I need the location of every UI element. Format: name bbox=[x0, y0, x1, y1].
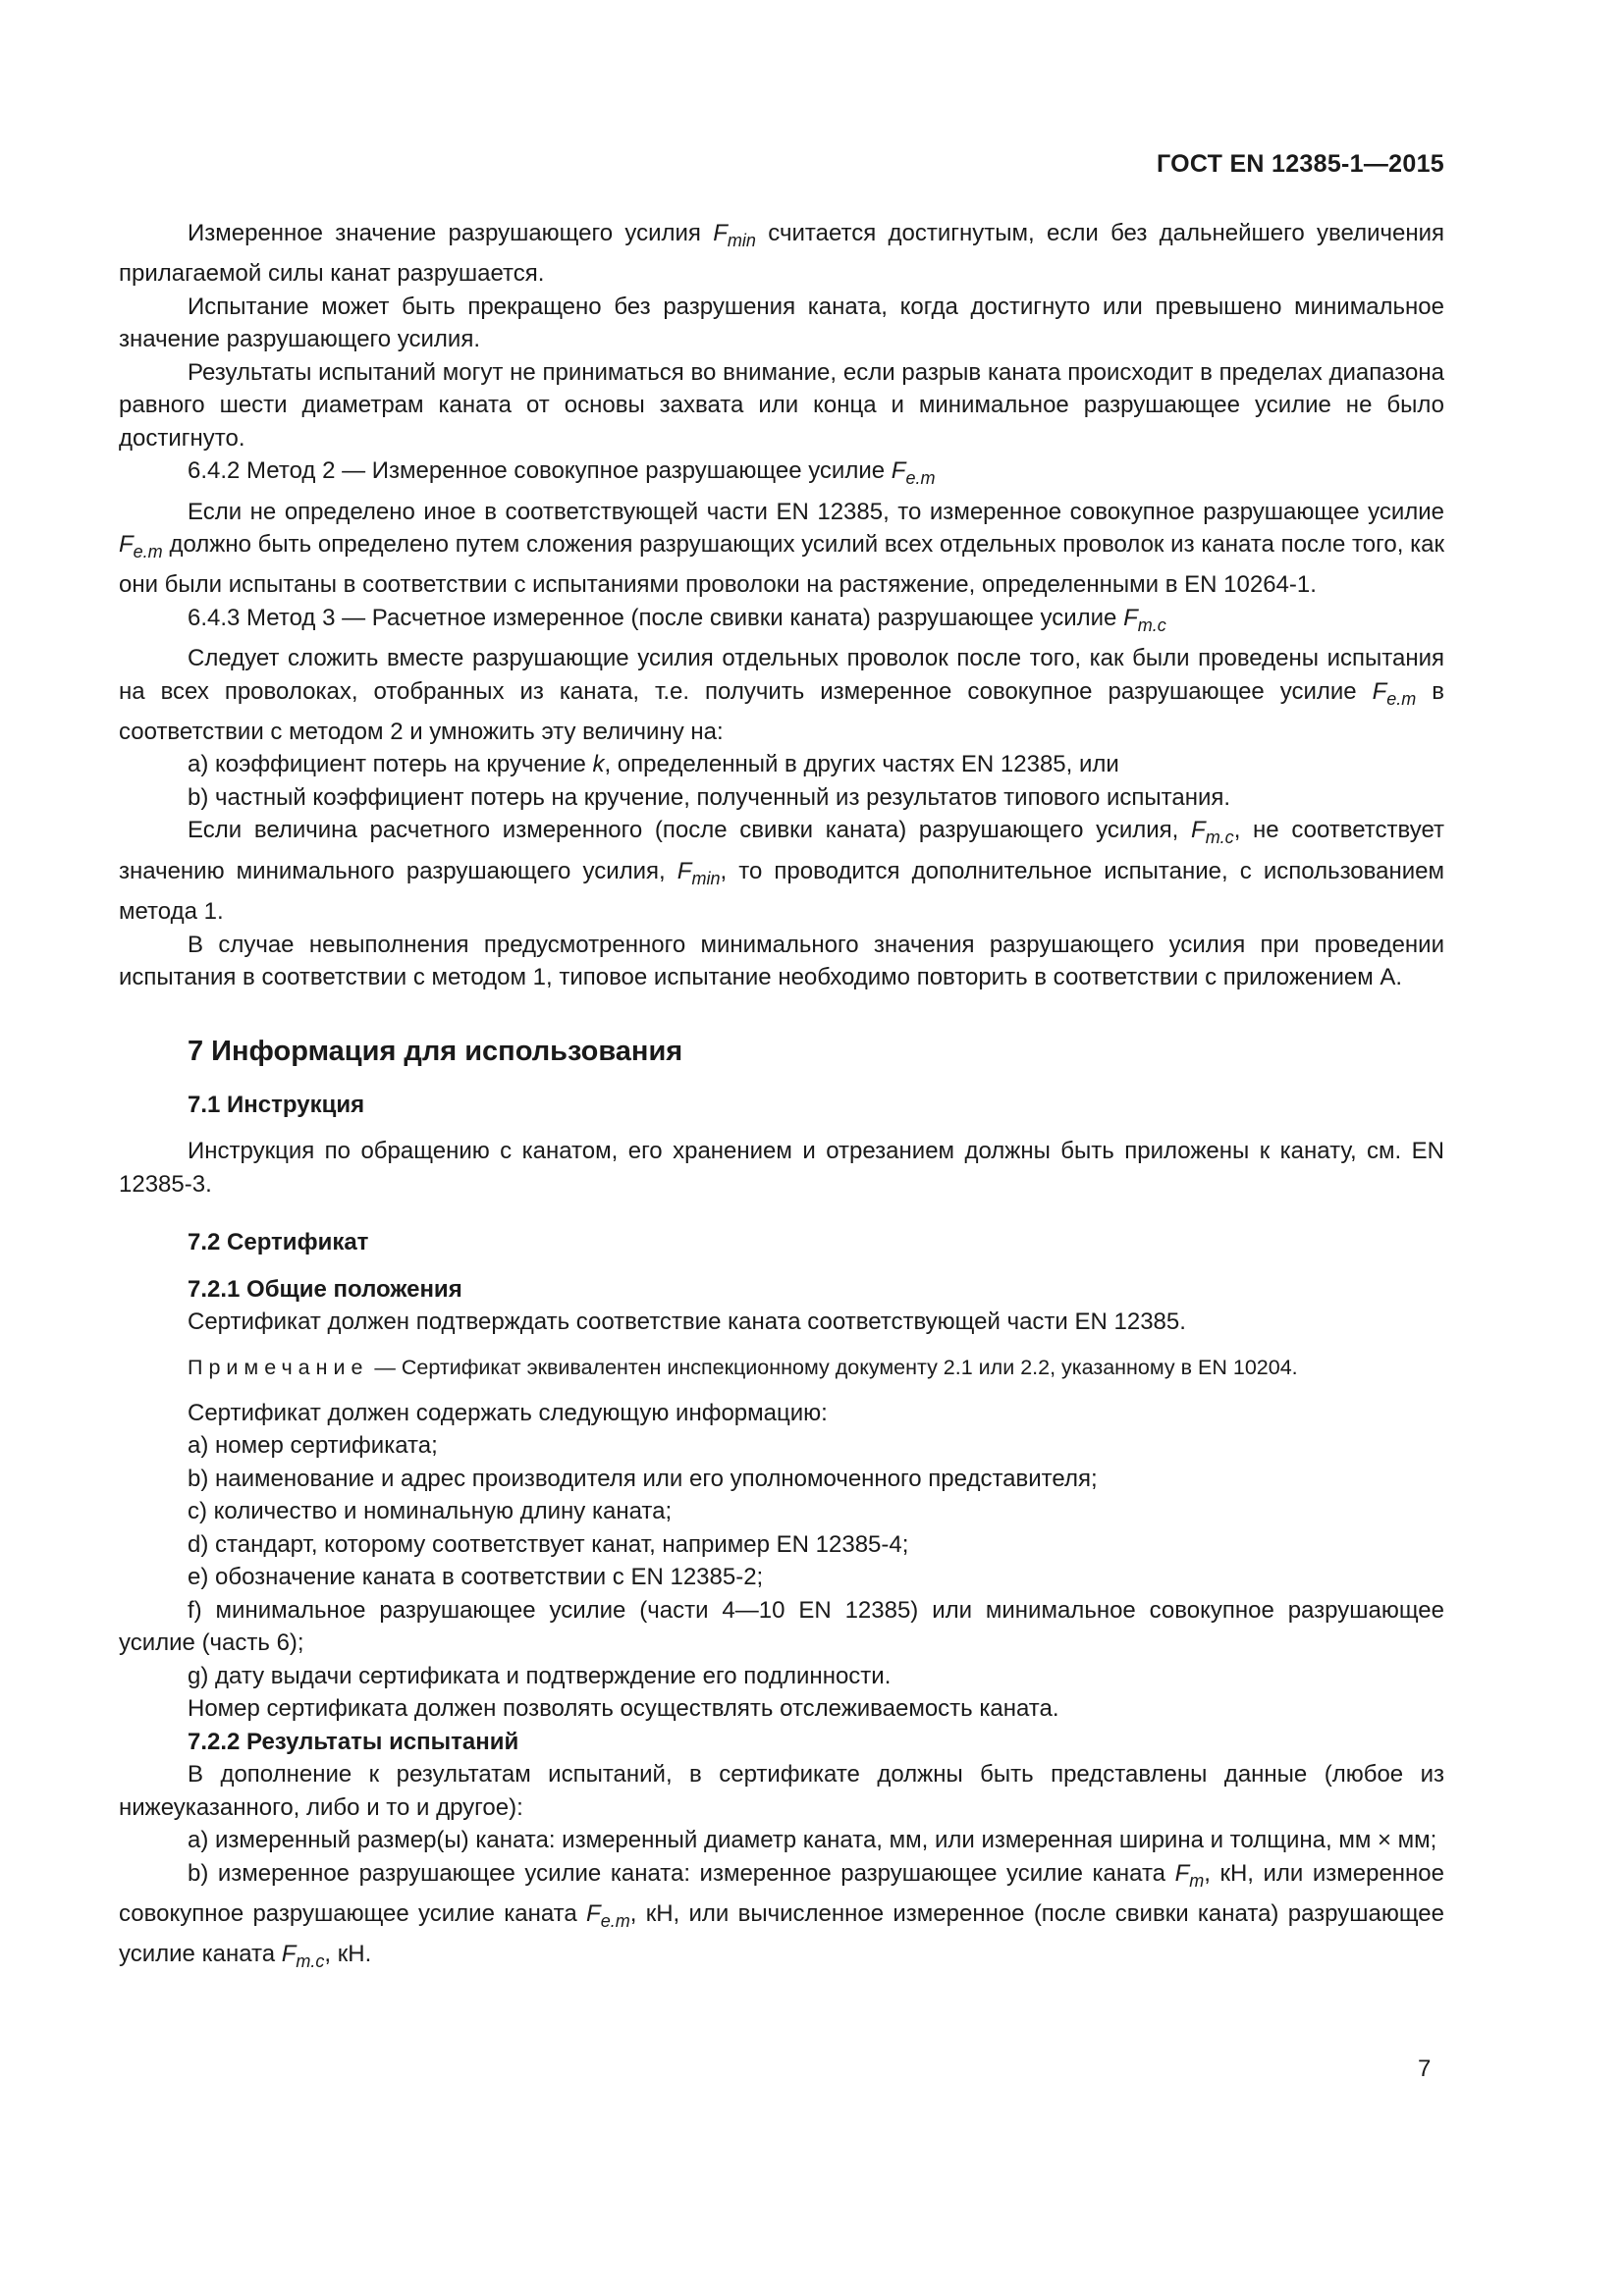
symbol-subscript: m.c bbox=[1205, 828, 1234, 848]
symbol-letter: F bbox=[119, 531, 134, 559]
symbol-letter: F bbox=[586, 1899, 601, 1927]
text-run: Если величина расчетного измеренного (после свивки каната) разрушающего усилия, bbox=[188, 817, 1192, 844]
symbol-subscript: e.m bbox=[905, 468, 936, 489]
symbol-fem bbox=[1372, 677, 1417, 709]
text-run: b) измеренное разрушающее усилие каната: измеренное разрушающее усилие каната bbox=[188, 1859, 1175, 1887]
symbol-subscript: m bbox=[1189, 1870, 1205, 1891]
traceability-text: Номер сертификата должен позволять осуществлять отслеживаемость каната. bbox=[188, 1695, 1059, 1723]
text-run: в соответствии с методом 2 и умножить эту величину на: bbox=[119, 677, 1444, 745]
list-item: f) минимальное разрушающее усилие (части 4—10 EN 12385) или минимальное совокупное разрушающее усилие (часть 6); bbox=[119, 1596, 1444, 1657]
text-run: Измеренное значение разрушающего усилия bbox=[188, 220, 714, 246]
list-item: g) дату выдачи сертификата и подтверждение его подлинности. bbox=[188, 1662, 892, 1689]
list-item: a) номер сертификата; bbox=[188, 1432, 438, 1460]
symbol-subscript: e.m bbox=[1386, 688, 1417, 709]
section-7-1-title: 7.1 Инструкция bbox=[188, 1091, 365, 1118]
symbol-letter: F bbox=[1191, 817, 1206, 844]
symbol-letter: F bbox=[1123, 604, 1138, 631]
section-7-2-title: 7.2 Сертификат bbox=[188, 1229, 369, 1256]
symbol-fem bbox=[891, 457, 936, 489]
section-7-2-2-title: 7.2.2 Результаты испытаний bbox=[188, 1728, 519, 1755]
text-run: Если не определено иное в соответствующей части EN 12385, то измеренное совокупное разрушающее усилие bbox=[188, 498, 1444, 525]
symbol-k: k bbox=[592, 751, 605, 778]
symbol-subscript: min bbox=[727, 230, 756, 250]
text-run: должно быть определено путем сложения разрушающих усилий всех отдельных проволок из каната после того, как они были испытаны в соответствии с испытаниями проволоки на растяжение, определенными в EN 10264-1. bbox=[119, 531, 1444, 599]
section-7-2-1-text: Сертификат должен подтверждать соответствие каната соответствующей части EN 12385. bbox=[188, 1308, 1186, 1336]
method-3-fail: В случае невыполнения предусмотренного минимального значения разрушающего усилия при проведении испытания в соответствии с методом 1, типовое испытание необходимо повторить в соответствии с приложением А. bbox=[119, 931, 1444, 991]
list-intro: Сертификат должен содержать следующую информацию: bbox=[188, 1399, 828, 1426]
text-run: , кН, или вычисленное измеренное (после свивки каната) разрушающее усилие каната bbox=[119, 1899, 1444, 1968]
symbol-subscript: min bbox=[691, 868, 721, 888]
note-label: Примечание bbox=[188, 1355, 369, 1379]
symbol-fmc bbox=[1123, 604, 1166, 635]
method-2-title bbox=[119, 454, 1444, 495]
list-item: b) наименование и адрес производителя или его уполномоченного представителя; bbox=[188, 1465, 1098, 1492]
method-3-if bbox=[119, 814, 1444, 928]
symbol-letter: F bbox=[1174, 1859, 1190, 1887]
results-item-a: a) измеренный размер(ы) каната: измеренный диаметр каната, мм, или измеренная ширина и толщина, мм × мм; bbox=[188, 1827, 1437, 1854]
symbol-subscript: e.m bbox=[600, 1910, 630, 1931]
paragraph-fmin-reached bbox=[119, 217, 1444, 291]
method-3-item-b: b) частный коэффициент потерь на кручение, полученный из результатов типового испытания. bbox=[188, 783, 1231, 811]
symbol-letter: F bbox=[713, 220, 728, 246]
symbol-letter: F bbox=[1372, 677, 1387, 705]
list-item: c) количество и номинальную длину каната; bbox=[188, 1498, 673, 1525]
symbol-letter: F bbox=[677, 857, 692, 884]
symbol-fm bbox=[1174, 1859, 1205, 1891]
page-body bbox=[119, 217, 1444, 1978]
paragraph-test-stop: Испытание может быть прекращено без разрушения каната, когда достигнуто или превышено минимальное значение разрушающего усилия. bbox=[119, 293, 1444, 353]
section-7-2-2-text: В дополнение к результатам испытаний, в сертификате должны быть представлены данные (любое из нижеуказанного, либо и то и другое): bbox=[119, 1761, 1444, 1821]
symbol-subscript: e.m bbox=[133, 541, 163, 561]
method-3-item-a bbox=[119, 748, 1444, 781]
symbol-fmc bbox=[1191, 817, 1234, 848]
list-item: e) обозначение каната в соответствии с EN 12385-2; bbox=[188, 1564, 764, 1591]
list-item: d) стандарт, которому соответствует канат, например EN 12385-4; bbox=[188, 1530, 909, 1558]
symbol-letter: F bbox=[891, 457, 906, 485]
section-7-2-1-title: 7.2.1 Общие положения bbox=[188, 1275, 462, 1303]
text-run: 6.4.2 Метод 2 — Измеренное совокупное разрушающее усилие bbox=[188, 457, 892, 485]
method-2-text bbox=[119, 496, 1444, 602]
text-run: , не соответствует значению минимального разрушающего усилия, bbox=[119, 817, 1444, 884]
symbol-fmc bbox=[281, 1941, 325, 1971]
page-number: 7 bbox=[1418, 2056, 1432, 2082]
paragraph-results-ignored: Результаты испытаний могут не приниматься во внимание, если разрыв каната происходит в пределах диапазона равного шести диаметрам каната от основы захвата или конца и минимальное разрушающее усилие не было достигнуто. bbox=[119, 358, 1444, 452]
note bbox=[119, 1353, 1444, 1383]
symbol-fmin bbox=[677, 857, 721, 888]
text-run: , кН. bbox=[324, 1941, 372, 1968]
symbol-letter: F bbox=[281, 1941, 297, 1968]
document-header-id: ГОСТ EN 12385-1—2015 bbox=[1157, 150, 1444, 178]
symbol-fmin bbox=[713, 220, 756, 250]
symbol-fem bbox=[586, 1899, 630, 1931]
text-run: 6.4.3 Метод 3 — Расчетное измеренное (после свивки каната) разрушающее усилие bbox=[188, 604, 1124, 631]
text-run: считается достигнутым, если без дальнейшего увеличения прилагаемой силы канат разрушается. bbox=[119, 220, 1444, 288]
symbol-subscript: m.c bbox=[1137, 614, 1166, 635]
note-text: — Сертификат эквивалентен инспекционному документу 2.1 или 2.2, указанному в EN 10204. bbox=[368, 1355, 1298, 1379]
method-3-text bbox=[119, 642, 1444, 748]
method-3-title bbox=[119, 602, 1444, 642]
text-run: a) коэффициент потерь на кручение bbox=[188, 751, 593, 778]
text-run: Следует сложить вместе разрушающие усилия отдельных проволок после того, как были проведены испытания на всех проволоках, отобранных из каната, т.е. получить измеренное совокупное разрушающее усилие bbox=[119, 645, 1444, 705]
symbol-fem bbox=[119, 531, 163, 561]
section-7-1-text: Инструкция по обращению с канатом, его хранением и отрезанием должны быть приложены к канату, см. EN 12385-3. bbox=[119, 1138, 1444, 1198]
results-item-b bbox=[119, 1857, 1444, 1979]
symbol-subscript: m.c bbox=[296, 1950, 325, 1971]
text-run: , определенный в других частях EN 12385, или bbox=[604, 751, 1119, 778]
text-run: , то проводится дополнительное испытание, с использованием метода 1. bbox=[119, 857, 1444, 926]
text-run: , кН, или измеренное совокупное разрушающее усилие каната bbox=[119, 1859, 1444, 1927]
section-7-title: 7 Информация для использования bbox=[188, 1035, 683, 1067]
